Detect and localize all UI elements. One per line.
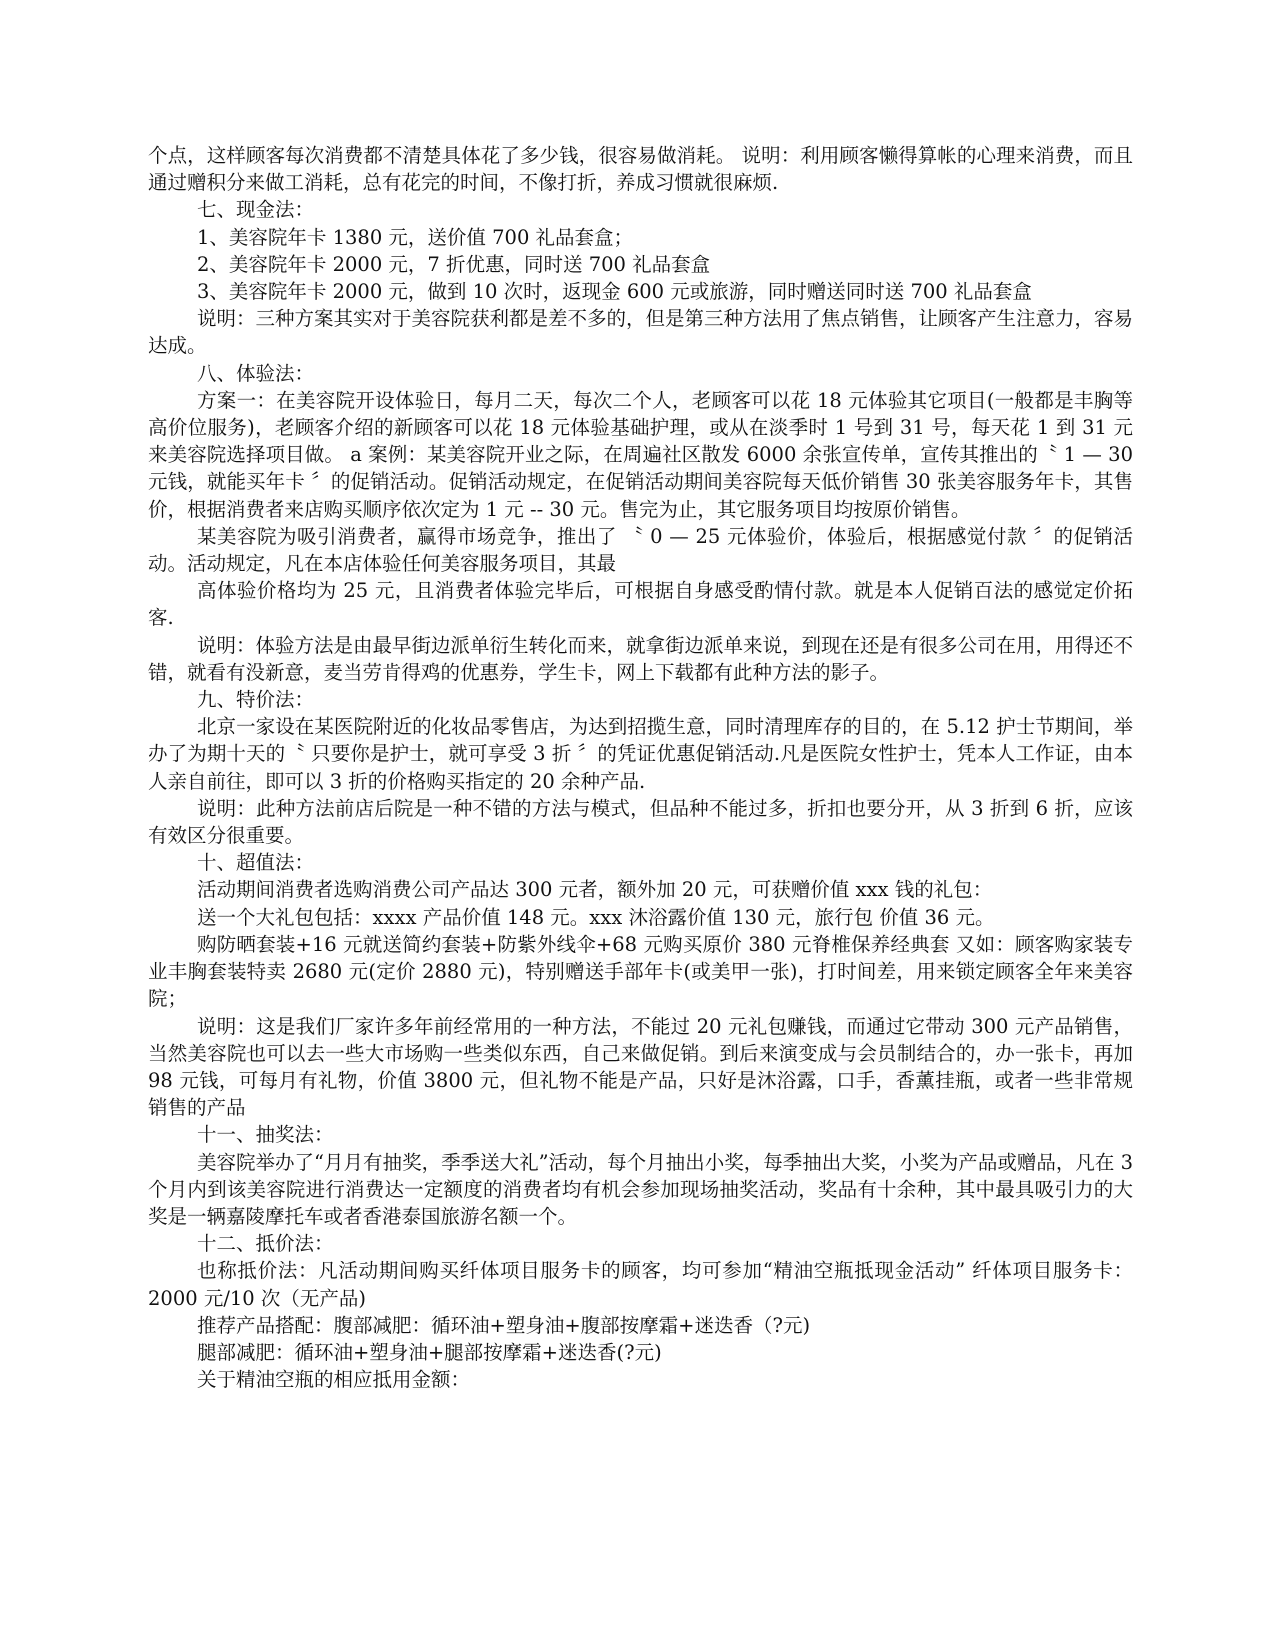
paragraph: 北京一家设在某医院附近的化妆品零售店，为达到招揽生意，同时清理库存的目的，在 5.12 护士节期间，举办了为期十天的〝 只要你是护士，就可享受 3 折 〞的凭证优惠促销活动.凡是医院女性护士，凭本人工作证，由本人亲自前往，即可以 3 折的价格购买指定的 20 余种产品.	[148, 715, 1133, 793]
paragraph: 也称抵价法：凡活动期间购买纤体项目服务卡的顾客，均可参加“精油空瓶抵现金活动” 纤体项目服务卡：2000 元/10 次（无产品)	[148, 1259, 1133, 1310]
paragraph-continuation: 个点，这样顾客每次消费都不清楚具体花了多少钱，很容易做消耗。 说明：利用顾客懒得算帐的心理来消费，而且通过赠积分来做工消耗，总有花完的时间，不像打折，养成习惯就很麻烦.	[148, 144, 1133, 195]
list-item: 1、美容院年卡 1380 元，送价值 700 礼品套盒；	[197, 225, 634, 249]
list-item: 3、美容院年卡 2000 元，做到 10 次时，返现金 600 元或旅游，同时赠送同时送 700 礼品套盒	[197, 280, 1032, 304]
paragraph: 美容院举办了“月月有抽奖，季季送大礼”活动，每个月抽出小奖，每季抽出大奖，小奖为产品或赠品，凡在 3 个月内到该美容院进行消费达一定额度的消费者均有机会参加现场抽奖活动，奖品有十余种，其中最具吸引力的大奖是一辆嘉陵摩托车或者香港泰国旅游名额一个。	[148, 1150, 1133, 1228]
section-heading-offset: 十二、抵价法：	[197, 1232, 334, 1256]
paragraph: 方案一：在美容院开设体验日，每月二天，每次二个人，老顾客可以花 18 元体验其它项目(一般都是丰胸等高价位服务)，老顾客介绍的新顾客可以花 18 元体验基础护理，或从在淡季时 1 号到 31 号，每天花 1 到 31 元来美容院选择项目做。 a 案例：某美容院开业之际，在周遍社区散发 6000 余张宣传单，宣传其推出的〝 1 — 30 元钱，就能买年卡 〞的促销活动。促销活动规定，在促销活动期间美容院每天低价销售 30 张美容服务年卡，其售价，根据消费者来店购买顺序依次定为 1 元 -- 30 元。售完为止，其它服务项目均按原价销售。	[148, 388, 1133, 521]
paragraph: 送一个大礼包包括：xxxx 产品价值 148 元。xxx 沐浴露价值 130 元，旅行包 价值 36 元。	[197, 905, 995, 929]
paragraph: 说明：体验方法是由最早街边派单衍生转化而来，就拿街边派单来说，到现在还是有很多公司在用，用得还不错，就看有没新意，麦当劳肯得鸡的优惠券，学生卡，网上下载都有此种方法的影子。	[148, 633, 1134, 684]
section-heading-lottery: 十一、抽奖法：	[197, 1123, 334, 1147]
paragraph: 高体验价格均为 25 元，且消费者体验完毕后，可根据自身感受酌情付款。就是本人促销百法的感觉定价拓客.	[148, 579, 1133, 630]
paragraph: 说明：此种方法前店后院是一种不错的方法与模式，但品种不能过多，折扣也要分开，从 3 折到 6 折，应该有效区分很重要。	[148, 796, 1133, 848]
paragraph: 购防晒套装+16 元就送简约套装+防紫外线伞+68 元购买原价 380 元脊椎保养经典套 又如：顾客购家装专业丰胸套装特卖 2680 元(定价 2880 元)，特别赠送手部年卡(或美甲一张)，打时间差，用来锁定顾客全年来美容院；	[148, 932, 1133, 1011]
paragraph: 活动期间消费者选购消费公司产品达 300 元者，额外加 20 元，可获赠价值 xxx 钱的礼包：	[197, 878, 993, 902]
section-heading-experience: 八、体验法：	[197, 361, 315, 385]
list-item: 2、美容院年卡 2000 元，7 折优惠，同时送 700 礼品套盒	[197, 252, 711, 276]
section-heading-cash: 七、现金法：	[197, 198, 315, 222]
paragraph: 推荐产品搭配：腹部减肥：循环油+塑身油+腹部按摩霜+迷迭香（?元)	[197, 1313, 811, 1337]
paragraph: 腿部减肥：循环油+塑身油+腿部按摩霜+迷迭香(?元)	[197, 1340, 662, 1364]
section-heading-special-price: 九、特价法：	[197, 688, 315, 712]
paragraph: 说明：这是我们厂家许多年前经常用的一种方法，不能过 20 元礼包赚钱，而通过它带动 300 元产品销售，当然美容院也可以去一些大市场购一些类似东西，自己来做促销。到后来演变成与会员制结合的，办一张卡，再加 98 元钱，可每月有礼物，价值 3800 元，但礼物不能是产品，只好是沐浴露，口手，香薰挂瓶，或者一些非常规销售的产品	[148, 1014, 1133, 1120]
paragraph: 说明：三种方案其实对于美容院获利都是差不多的，但是第三种方法用了焦点销售，让顾客产生注意力，容易达成。	[148, 307, 1134, 358]
paragraph: 关于精油空瓶的相应抵用金额：	[197, 1368, 471, 1392]
document-page	[148, 142, 1133, 1393]
paragraph: 某美容院为吸引消费者，赢得市场竞争，推出了 〝 0 — 25 元体验价，体验后，根据感觉付款 〞的促销活动。活动规定，凡在本店体验任何美容服务项目，其最	[148, 524, 1133, 576]
section-heading-value: 十、超值法：	[197, 851, 315, 875]
